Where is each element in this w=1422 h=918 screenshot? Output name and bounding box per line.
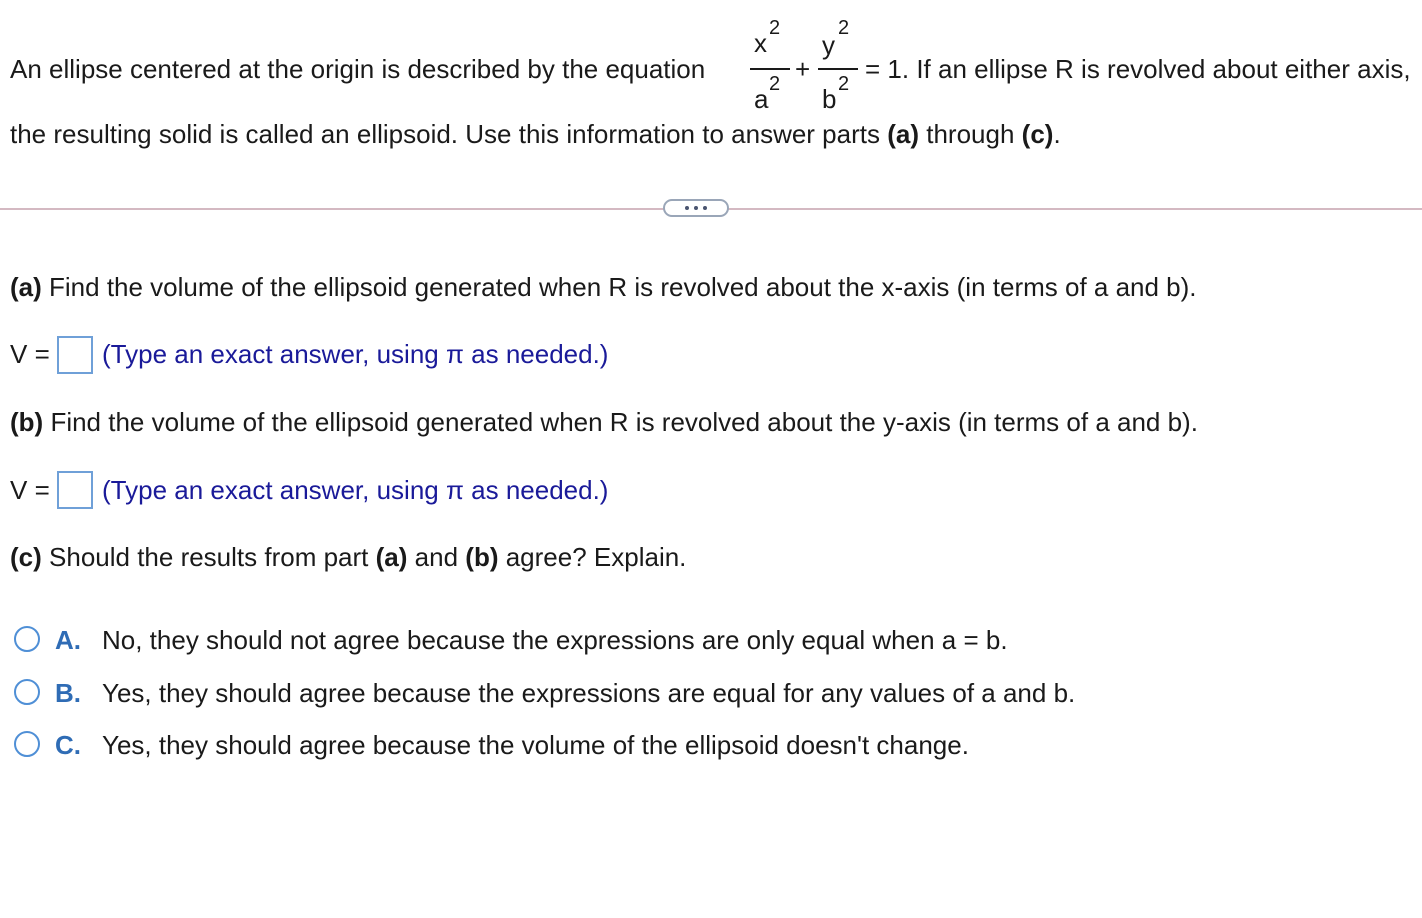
option-c-letter: C. — [55, 730, 81, 760]
intro-suffix: = 1. If an ellipse R is revolved about either axis, — [865, 54, 1411, 84]
ellipsis-dot-icon — [694, 206, 698, 210]
part-c-ref-b: (b) — [465, 542, 499, 572]
option-c-radio[interactable] — [14, 731, 40, 757]
part-c-label: (c) — [10, 542, 42, 572]
part-b-text: Find the volume of the ellipsoid generated when R is revolved about the y-axis (in terms of a and b). — [50, 407, 1198, 437]
intro-ref-c: (c) — [1021, 119, 1054, 149]
part-a-hint: (Type an exact answer, using π as needed.) — [102, 339, 609, 369]
part-a-question — [10, 272, 1197, 302]
part-a-v-label: V = — [10, 339, 50, 369]
intro-ref-a: (a) — [887, 119, 919, 149]
option-a-text[interactable]: No, they should not agree because the expressions are only equal when a = b. — [102, 625, 1008, 655]
frac1-num-exponent: 2 — [769, 17, 781, 39]
ellipsis-dot-icon — [685, 206, 689, 210]
part-a-text: Find the volume of the ellipsoid generated when R is revolved about the x-axis (in terms of a and b). — [49, 272, 1197, 302]
part-b-hint: (Type an exact answer, using π as needed.) — [102, 475, 609, 505]
part-c-question — [10, 542, 686, 572]
option-a-letter: A. — [55, 625, 81, 655]
part-a-answer-input[interactable] — [57, 336, 93, 374]
frac2-num-exponent: 2 — [838, 17, 850, 39]
option-b-radio[interactable] — [14, 679, 40, 705]
option-b-text[interactable]: Yes, they should agree because the expressions are equal for any values of a and b. — [102, 678, 1076, 708]
frac1-numerator: x — [754, 28, 767, 58]
expand-more-button[interactable] — [663, 199, 729, 217]
part-b-v-label: V = — [10, 475, 50, 505]
frac2-numerator: y — [822, 30, 835, 60]
frac1-denominator: a — [754, 84, 769, 114]
option-b-letter: B. — [55, 678, 81, 708]
part-b-answer-input[interactable] — [57, 471, 93, 509]
part-a-label: (a) — [10, 272, 42, 302]
plus-sign: + — [795, 54, 811, 84]
frac2-denominator: b — [822, 84, 837, 114]
intro-prefix: An ellipse centered at the origin is described by the equation — [10, 54, 706, 84]
intro-line2-end: . — [1053, 119, 1061, 149]
intro-line-2 — [10, 119, 1061, 149]
part-b-label: (b) — [10, 407, 44, 437]
frac2-den-exponent: 2 — [838, 73, 850, 95]
intro-line2-pre: the resulting solid is called an ellipsoid. Use this information to answer parts — [10, 119, 880, 149]
frac2-bar — [818, 68, 858, 70]
ellipsis-dot-icon — [703, 206, 707, 210]
part-c-ref-a: (a) — [375, 542, 408, 572]
part-c-and: and — [414, 542, 459, 572]
frac1-den-exponent: 2 — [769, 73, 781, 95]
part-b-question — [10, 407, 1198, 437]
option-c-text[interactable]: Yes, they should agree because the volume of the ellipsoid doesn't change. — [102, 730, 969, 760]
part-c-pre: Should the results from part — [49, 542, 369, 572]
intro-line2-mid: through — [926, 119, 1015, 149]
option-a-radio[interactable] — [14, 626, 40, 652]
part-c-post: agree? Explain. — [505, 542, 687, 572]
frac1-bar — [750, 68, 790, 70]
